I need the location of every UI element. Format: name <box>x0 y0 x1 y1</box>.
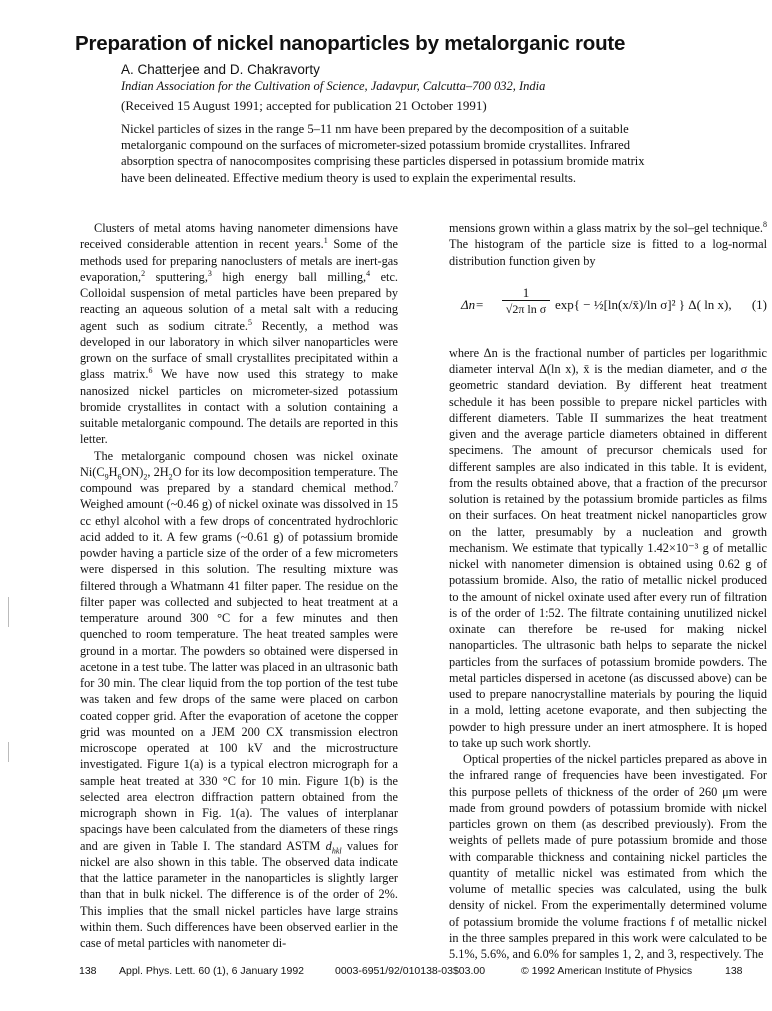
intro-paragraph: Clusters of metal atoms having nanometer dimensions have received considerable attention in recent years.$^1$ Some of the methods used for preparing nanoclusters of metals are inert-gas evaporation,$^2$ sputtering,$^3$ high energy ball milling,$^4$ etc. Colloidal suspension of metal particles have been prepared by reacting an aqueous solution of a metal salt with a reducing agent such as sodium citrate.$^5$ Recently, a method was developed in our laboratory in which silver nanoparticles were grown on the surface of small crystallites precipitated within a glass matrix.$^6$ We have now used this strategy to make nanosized nickel particles on micrometer-sized potassium bromide crystallites in contact with a solution containing a suitable metalorganic compound. The details are reported in this letter. <box>80 221 398 447</box>
optical-properties-paragraph: Optical properties of the nickel particles prepared as above in the infrared range of frequencies have been investigated. For this purpose pellets of thickness of the order of 260 μm were made from ground powders of potassium bromide with nickel particles grown on them (as described previously). From the weights of pellets made of pure potassium bromide and those with comparable thickness and containing nickel particles the quantity of metallic nickel was estimated from which the volume of metallic species was calculated, using the bulk density of nickel. From the experimentally determined volume of potassium bromide the volume fractions f of metallic nickel in the three samples prepared in this work were calculated to be 5.1%, 5.6%, and 6.0% for samples 1, 2, and 3, respectively. The <box>449 752 767 961</box>
margin-mark <box>8 597 9 627</box>
heat-treatment-paragraph: where Δn is the fractional number of particles per logarithmic diameter interval Δ(ln x), x̄ is the median diameter, and σ the geometric standard deviation. By different heat treatment schedule it has been possible to prepare nickel particles with different diameters. Table II summarizes the heat treatment given and the average particle diameters obtained in different specimens. The amount of precursor chemicals used for different samples are also indicated in this table. It is evident, from the results obtained above, that a fraction of the precursor solution is retained by the potassium bromide particles as films on their surfaces. On heat treatment nickel nanoparticles grow on the latter, presumably by a nucleation and growth mechanism. We estimate that typically 1.42×10⁻³ g of metallic nickel with nanometer dimension is obtained using 0.62 g of potassium bromide. Also, the ratio of metallic nickel produced to the amount of nickel oxinate used after every run of filtration is of the order of 1:52. The filtrate containing unutilized nickel oxinate can therefore be re-used for making nickel nanoparticles. The ultrasonic bath helps to separate the nickel particles from the surfaces of potassium bromide powders. The metal particles dispersed in acetone (as discussed above) can be used to prepare nanocrystalline materials by pouring the liquid in a mold, letting acetone evaporate, and then subjecting the powder to high pressure under an inert atmosphere. It is hoped to take up such work shortly. <box>449 345 767 750</box>
received-dates: (Received 15 August 1991; accepted for publication 21 October 1991) <box>121 98 487 113</box>
copyright: © 1992 American Institute of Physics <box>521 965 693 977</box>
equation-lhs: Δn= <box>461 296 484 312</box>
fraction-denominator: √2π ln σ <box>505 301 547 316</box>
margin-mark <box>8 742 9 762</box>
affiliation: Indian Association for the Cultivation of Science, Jadavpur, Calcutta–700 032, India <box>121 79 546 93</box>
methods-paragraph: The metalorganic compound chosen was nickel oxinate $Ni(C_9H_6ON)_2$, $2H_2O$ for its low decomposition temperature. The compound was prepared by a standard chemical method.$^7$ Weighed amount (~0.46 g) of nickel oxinate was dissolved in 15 cc ethyl alcohol with a few drops of concentrated hydrochloric acid added to it. A few grams (~0.61 g) of potassium bromide powder having a particle size of the order of a few micrometers were dispersed in this solution. The resulting mixture was filtered through a Whatmann 41 filter paper. The residue on the filter paper was collected and subjected to heat treatment at a temperature around 300 °C for a few minutes and then quenched to room temperature. The heat treated samples were ground in a mortar. The powders so obtained were dispersed in acetone in a test tube. The latter was placed in an ultrasonic bath for 30 min. The clear liquid from the top portion of the test tube was taken and few drops of the same were placed on carbon coated copper grid. After the evaporation of acetone the copper grid was mounted on a JEM 200 CX transmission electron microscope operated at 100 kV and the microstructure investigated. Figure 1(a) is a typical electron micrograph for a sample heat treated at 330 °C for 10 min. Figure 1(b) is the selected area electron diffraction pattern obtained from the micrograph shown in Fig. 1(a). The values of interplanar spacings have been calculated from the diameters of these rings and are given in Table I. The standard ASTM $d_{hkl}$ values for nickel are also shown in this table. The observed data indicate that the lattice parameter in the nanoparticles is slightly larger than that in bulk nickel. The difference is of the order of 2%. This implies that the small nickel particles have large strains within them. Such differences have been observed earlier in the case of metal particles with nanometer di- <box>80 448 398 950</box>
article-code: 0003-6951/92/010138-03$03.00 <box>335 965 486 977</box>
authors: A. Chatterjee and D. Chakravorty <box>121 62 320 77</box>
left-column <box>80 220 398 951</box>
distribution-paragraph: mensions grown within a glass matrix by the sol–gel technique.$^8$ The histogram of the particle size is fitted to a log-normal distribution function given by <box>449 219 767 268</box>
page-number-left: 138 <box>79 965 97 977</box>
fraction-numerator: 1 <box>502 285 550 301</box>
equation-body: exp{ − ½[ln(x/x̄)/ln σ]² } Δ( ln x), <box>555 296 732 312</box>
equation-fraction <box>502 285 550 318</box>
right-column <box>449 220 767 962</box>
equation-number: (1) <box>751 296 767 312</box>
paper-title: Preparation of nickel nanoparticles by metalorganic route <box>75 32 626 55</box>
page-number-right: 138 <box>725 965 743 977</box>
abstract: Nickel particles of sizes in the range 5–11 nm have been prepared by the decomposition of a suitable metalorganic compound on the surfaces of micrometer-sized potassium bromide crystallites. Infrared absorption spectra of nanocomposites comprising these particles dispersed in potassium bromide matrix have been delineated. Effective medium theory is used to explain the experimental results. <box>121 122 645 185</box>
journal-citation: Appl. Phys. Lett. 60 (1), 6 January 1992 <box>119 965 305 977</box>
equation-1 <box>449 275 767 339</box>
